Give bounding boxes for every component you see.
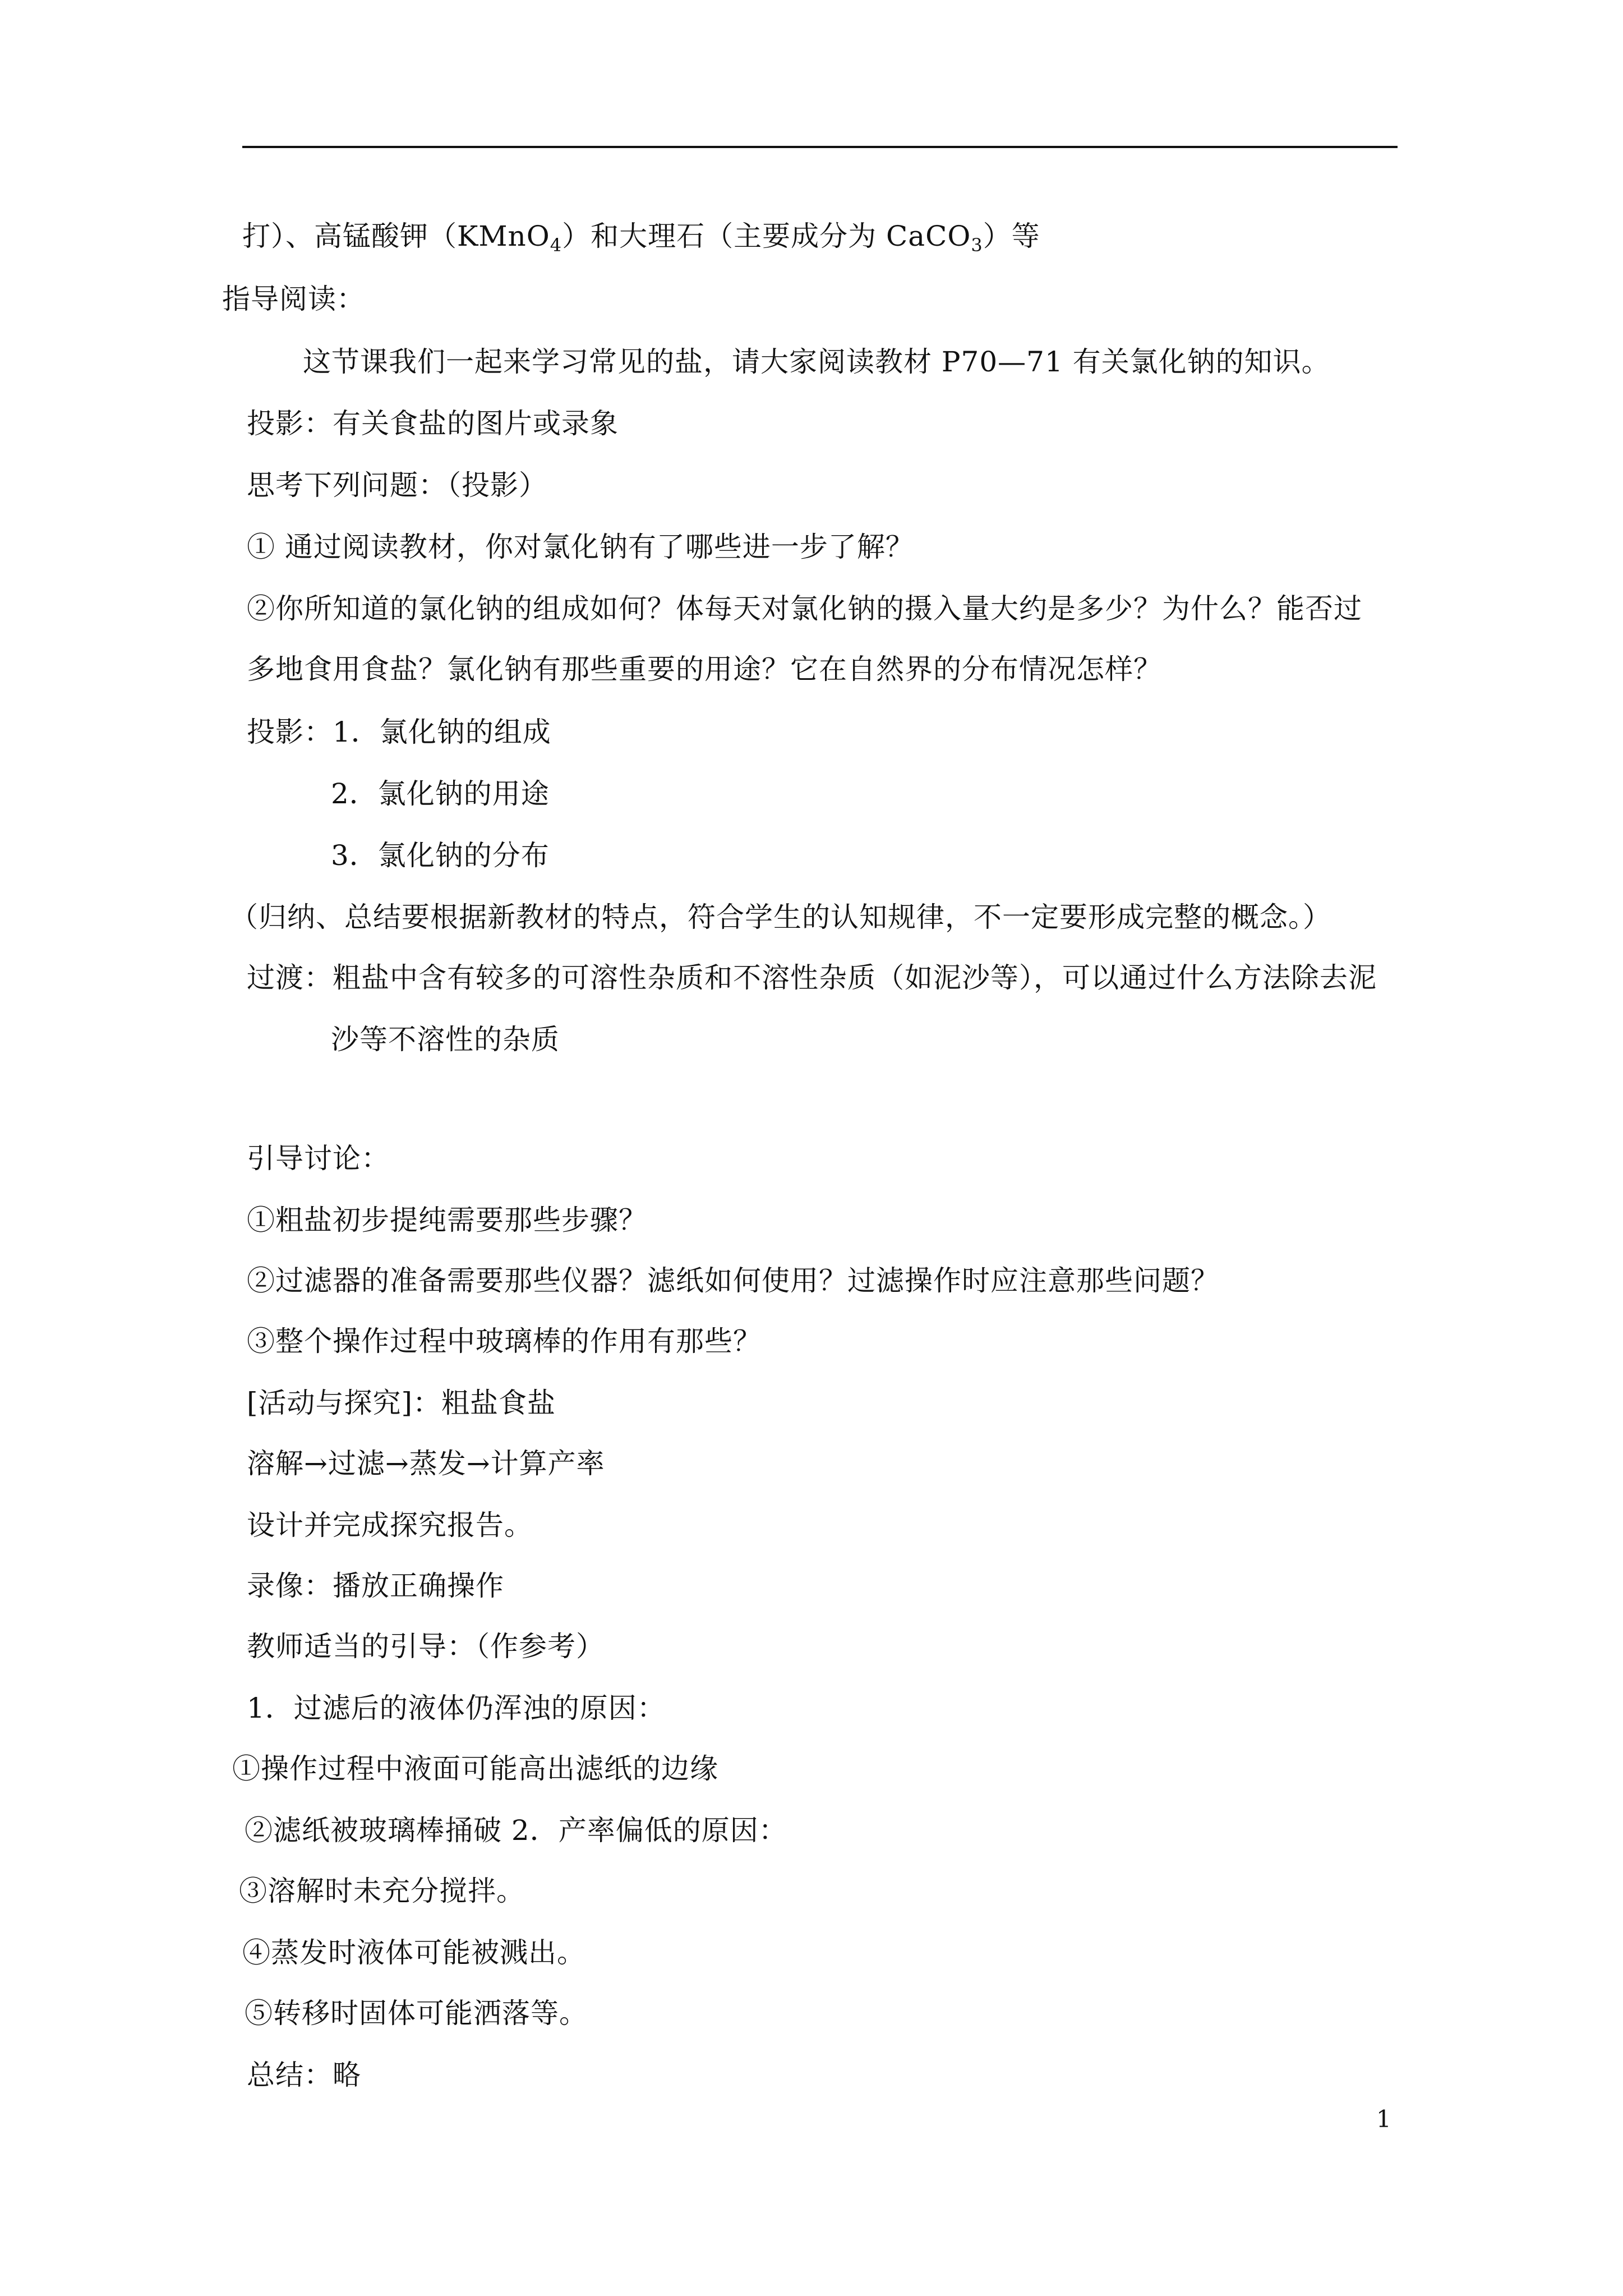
reason-item: ①操作过程中液面可能高出滤纸的边缘 xyxy=(232,1752,718,1785)
question-item: ②你所知道的氯化钠的组成如何？体每天对氯化钠的摄入量大约是多少？为什么？能否过 xyxy=(247,592,1362,625)
reason-item: ④蒸发时液体可能被溅出。 xyxy=(242,1936,585,1969)
section-heading-discussion: 引导讨论： xyxy=(247,1142,390,1175)
discussion-item: ③整个操作过程中玻璃棒的作用有那些？ xyxy=(247,1325,762,1358)
transition-line: 过渡：粗盐中含有较多的可溶性杂质和不溶性杂质（如泥沙等），可以通过什么方法除去泥 xyxy=(247,961,1377,994)
paragraph-line: 录像：播放正确操作 xyxy=(247,1570,504,1602)
question-item-continued: 多地食用食盐？氯化钠有那些重要的用途？它在自然界的分布情况怎样？ xyxy=(247,653,1162,685)
intro-line xyxy=(242,217,1040,256)
projection-item: 2．氯化钠的用途 xyxy=(331,777,550,810)
activity-heading: [活动与探究]：粗盐食盐 xyxy=(247,1387,556,1419)
question-item: ① 通过阅读教材，你对氯化钠有了哪些进一步了解？ xyxy=(247,531,914,563)
reason-item: ③溶解时未充分搅拌。 xyxy=(239,1875,525,1907)
summary-line: 总结：略 xyxy=(247,2059,361,2091)
projection-item: 3．氯化钠的分布 xyxy=(331,839,550,872)
intro-text-2: ）和大理石（主要成分为 CaCO xyxy=(562,220,971,252)
page-number: 1 xyxy=(1376,2105,1391,2133)
paragraph-line: 投影：有关食盐的图片或录象 xyxy=(247,407,619,440)
header-rule xyxy=(242,146,1398,148)
procedure-steps: 溶解→过滤→蒸发→计算产率 xyxy=(247,1447,605,1480)
discussion-item: ①粗盐初步提纯需要那些步骤？ xyxy=(247,1204,647,1236)
caco3-subscript: 3 xyxy=(971,234,983,256)
paragraph-line: 教师适当的引导：（作参考） xyxy=(247,1630,605,1663)
discussion-item: ②过滤器的准备需要那些仪器？滤纸如何使用？过滤操作时应注意那些问题？ xyxy=(247,1264,1219,1297)
paragraph-line: 思考下列问题：（投影） xyxy=(247,469,547,501)
section-heading-guided-reading: 指导阅读： xyxy=(222,283,365,315)
intro-text-3: ）等 xyxy=(983,220,1040,252)
transition-line-continued: 沙等不溶性的杂质 xyxy=(331,1023,560,1056)
paragraph-line: 1．过滤后的液体仍浑浊的原因： xyxy=(247,1692,666,1724)
paragraph-line: 设计并完成探究报告。 xyxy=(247,1509,533,1542)
kmno4-subscript: 4 xyxy=(550,234,562,256)
paragraph-line: 这节课我们一起来学习常见的盐，请大家阅读教材 P70—71 有关氯化钠的知识。 xyxy=(303,346,1330,378)
intro-text-1: 打）、高锰酸钾（KMnO xyxy=(242,220,550,252)
projection-item: 投影：1．氯化钠的组成 xyxy=(247,716,551,748)
reason-item: ⑤转移时固体可能洒落等。 xyxy=(245,1997,588,2030)
summary-note: （归纳、总结要根据新教材的特点，符合学生的认知规律，不一定要形成完整的概念。） xyxy=(230,901,1331,933)
reason-item: ②滤纸被玻璃棒捅破 2．产率偏低的原因： xyxy=(245,1814,787,1847)
